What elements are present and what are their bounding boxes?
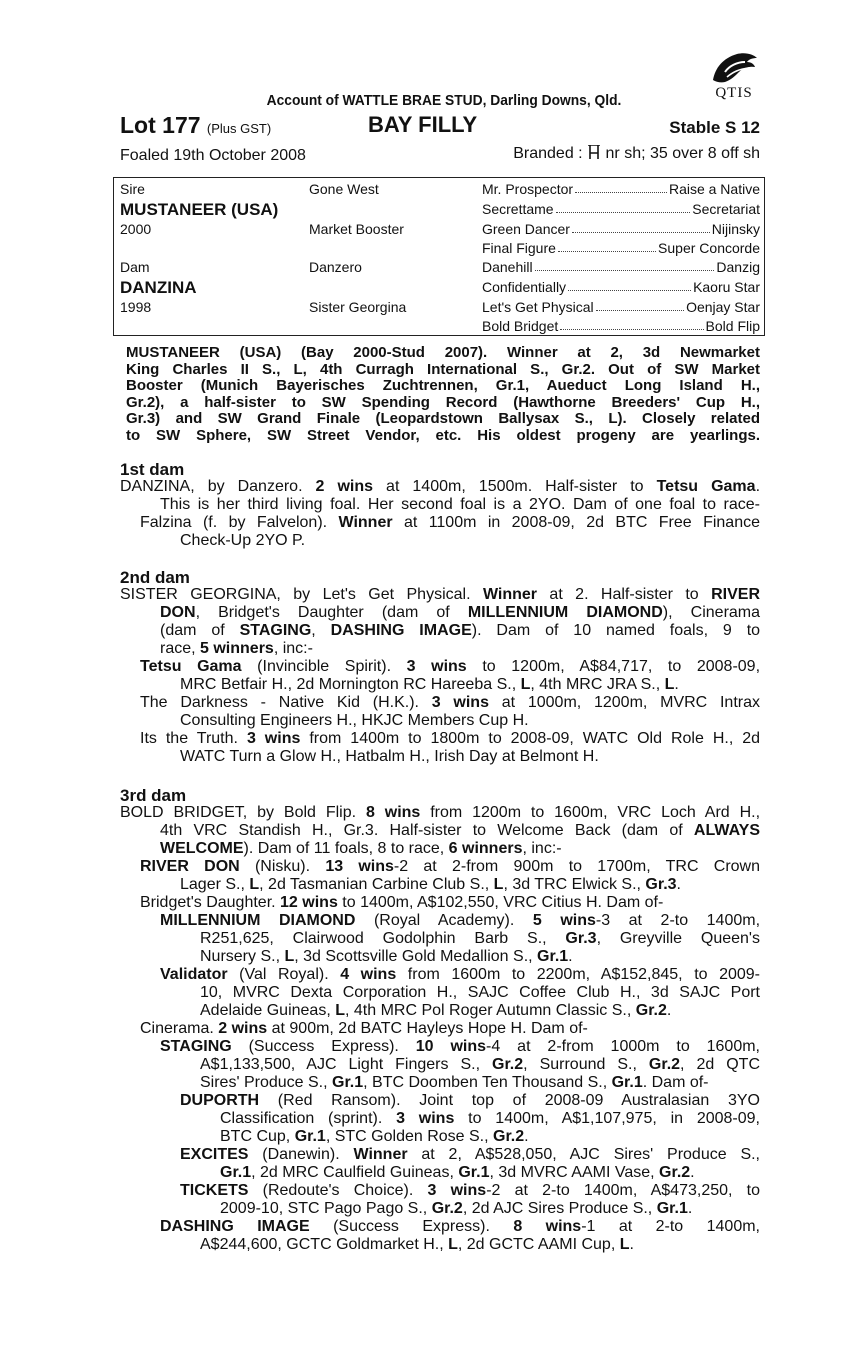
sire-name: MUSTANEER (USA) xyxy=(120,200,279,219)
text-line: race, 5 winners, inc:- xyxy=(160,640,313,657)
text-line: Nursery S., L, 3d Scottsville Gold Medallion S., Gr.1. xyxy=(200,948,573,965)
brand-mark-icon xyxy=(587,145,601,159)
gp-row: Let's Get Physical Oenjay Star xyxy=(482,299,760,315)
dam-year: 1998 xyxy=(120,299,152,315)
text-line: Validator (Val Royal). 4 wins from 1600m to 2200m, A$152,845, to 2009- xyxy=(160,966,761,983)
text-line: Lager S., L, 2d Tasmanian Carbine Club S., L, 3d TRC Elwick S., Gr.3. xyxy=(180,876,681,893)
text-line: Consulting Engineers H., HKJC Members Cup H. xyxy=(180,712,529,729)
text-line: TICKETS (Redoute's Choice). 3 wins-2 at 2-to 1400m, A$473,250, to xyxy=(180,1182,761,1199)
text-line: Bridget's Daughter. 12 wins to 1400m, A$102,550, VRC Citius H. Dam of- xyxy=(140,894,664,911)
text-line: DASHING IMAGE (Success Express). 8 wins-1 at 2-to 1400m, xyxy=(160,1218,760,1235)
text-line: MRC Betfair H., 2d Mornington RC Hareeba S., L, 4th MRC JRA S., L. xyxy=(180,676,679,693)
text-line: Sires' Produce S., Gr.1, BTC Doomben Ten Thousand S., Gr.1. Dam of- xyxy=(200,1074,709,1091)
text-line: 4th VRC Standish H., Gr.3. Half-sister to Welcome Back (dam of ALWAYS xyxy=(160,822,760,839)
gp-row: Danehill Danzig xyxy=(482,259,760,275)
foaled-date: Foaled 19th October 2008 xyxy=(120,147,306,164)
text-line: STAGING (Success Express). 10 wins-4 at 2-from 1000m to 1600m, xyxy=(160,1038,760,1055)
text-line: Adelaide Guineas, L, 4th MRC Pol Roger Autumn Classic S., Gr.2. xyxy=(200,1002,672,1019)
dam-sire: Danzero xyxy=(309,259,362,275)
vendor-account: Account of WATTLE BRAE STUD, Darling Downs, Qld. xyxy=(266,92,622,109)
text-line: 2009-10, STC Pago Pago S., Gr.2, 2d AJC Sires Produce S., Gr.1. xyxy=(220,1200,693,1217)
first-dam-heading: 1st dam xyxy=(120,460,185,479)
sire-sire: Gone West xyxy=(309,181,379,197)
horse-description: BAY FILLY xyxy=(368,112,478,137)
gp-row: Secrettame Secretariat xyxy=(482,201,760,217)
stable-number: Stable S 12 xyxy=(669,118,760,137)
text-line: A$1,133,500, AJC Light Fingers S., Gr.2, Surround S., Gr.2, 2d QTC xyxy=(200,1056,761,1073)
sire-year: 2000 xyxy=(120,221,152,237)
dam-label: Dam xyxy=(120,259,150,275)
second-dam-heading: 2nd dam xyxy=(120,568,190,587)
gst-note: (Plus GST) xyxy=(206,121,272,136)
third-dam-heading: 3rd dam xyxy=(120,786,187,805)
text-line: WATC Turn a Glow H., Hatbalm H., Irish Day at Belmont H. xyxy=(180,748,599,765)
text-line: DANZINA, by Danzero. 2 wins at 1400m, 1500m. Half-sister to Tetsu Gama. xyxy=(120,478,761,495)
text-line: Classification (sprint). 3 wins to 1400m, A$1,107,975, in 2008-09, xyxy=(220,1110,761,1127)
text-line: Its the Truth. 3 wins from 1400m to 1800m to 2008-09, WATC Old Role H., 2d xyxy=(140,730,761,747)
text-line: RIVER DON (Nisku). 13 wins-2 at 2-from 900m to 1700m, TRC Crown xyxy=(140,858,760,875)
sire-dam: Market Booster xyxy=(309,221,404,237)
text-line: R251,625, Clairwood Godolphin Barb S., Gr.3, Greyville Queen's xyxy=(200,930,760,947)
text-line: DON, Bridget's Daughter (dam of MILLENNIUM DIAMOND), Cinerama xyxy=(160,604,761,621)
text-line: Check-Up 2YO P. xyxy=(180,532,306,549)
text-line: EXCITES (Danewin). Winner at 2, A$528,050, AJC Sires' Produce S., xyxy=(180,1146,761,1163)
lot-header xyxy=(120,112,760,142)
logo-text: QTIS xyxy=(715,85,753,101)
text-line: Cinerama. 2 wins at 900m, 2d BATC Hayleys Hope H. Dam of- xyxy=(140,1020,588,1037)
gp-row: Green Dancer Nijinsky xyxy=(482,221,760,237)
text-line: WELCOME). Dam of 11 foals, 8 to race, 6 winners, inc:- xyxy=(160,840,562,857)
text-line: BTC Cup, Gr.1, STC Golden Rose S., Gr.2. xyxy=(220,1128,529,1145)
sire-label: Sire xyxy=(120,181,145,197)
pedigree-table xyxy=(113,177,765,336)
text-line: Falzina (f. by Falvelon). Winner at 1100m in 2008-09, 2d BTC Free Finance xyxy=(140,514,760,531)
text-line: Gr.1, 2d MRC Caulfield Guineas, Gr.1, 3d MVRC AAMI Vase, Gr.2. xyxy=(220,1164,695,1181)
gp-row: Bold Bridget Bold Flip xyxy=(482,318,760,334)
text-line: Tetsu Gama (Invincible Spirit). 3 wins to 1200m, A$84,717, to 2008-09, xyxy=(140,658,761,675)
text-line: 10, MVRC Dexta Corporation H., SAJC Coffee Club H., 3d SAJC Port xyxy=(200,984,760,1001)
text-line: MILLENNIUM DIAMOND (Royal Academy). 5 wins-3 at 2-to 1400m, xyxy=(160,912,761,929)
gp-row: Mr. Prospector Raise a Native xyxy=(482,181,760,197)
text-line: (dam of STAGING, DASHING IMAGE). Dam of 10 named foals, 9 to xyxy=(160,622,761,639)
brand-info: Branded : nr sh; 35 over 8 off sh xyxy=(513,145,760,162)
text-line: SISTER GEORGINA, by Let's Get Physical. Winner at 2. Half-sister to RIVER xyxy=(120,586,761,603)
text-line: BOLD BRIDGET, by Bold Flip. 8 wins from 1200m to 1600m, VRC Loch Ard H., xyxy=(120,804,761,821)
horse-head-icon xyxy=(709,50,759,84)
sire-summary: MUSTANEER (USA) (Bay 2000-Stud 2007). Winner at 2, 3d Newmarket King Charles II S., L, 4th Curragh International S., Gr.2. Out of SW Market Booster (Munich Bayerisches Zuchtrennen, Gr.1, Aueduct Long Island H., Gr.2), a half-sister to SW Spending Record (Hawthorne Breeders' Cup H., Gr.3) and SW Grand Finale (Leopardstown Ballysax S., L). Closely related to SW Sphere, SW Street Vendor, etc. His oldest progeny are yearlings. xyxy=(126,344,760,444)
text-line: A$244,600, GCTC Goldmarket H., L, 2d GCTC AAMI Cup, L. xyxy=(200,1236,634,1253)
gp-row: Final Figure Super Concorde xyxy=(482,240,760,256)
dam-dam: Sister Georgina xyxy=(309,299,407,315)
gp-row: Confidentially Kaoru Star xyxy=(482,279,760,295)
lot-number: Lot 177 (Plus GST) xyxy=(120,112,272,138)
text-line: DUPORTH (Red Ransom). Joint top of 2008-09 Australasian 3YO xyxy=(180,1092,760,1109)
text-line: This is her third living foal. Her second foal is a 2YO. Dam of one foal to race- xyxy=(160,496,760,513)
dam-name: DANZINA xyxy=(120,278,197,297)
text-line: The Darkness - Native Kid (H.K.). 3 wins at 1000m, 1200m, MVRC Intrax xyxy=(140,694,761,711)
